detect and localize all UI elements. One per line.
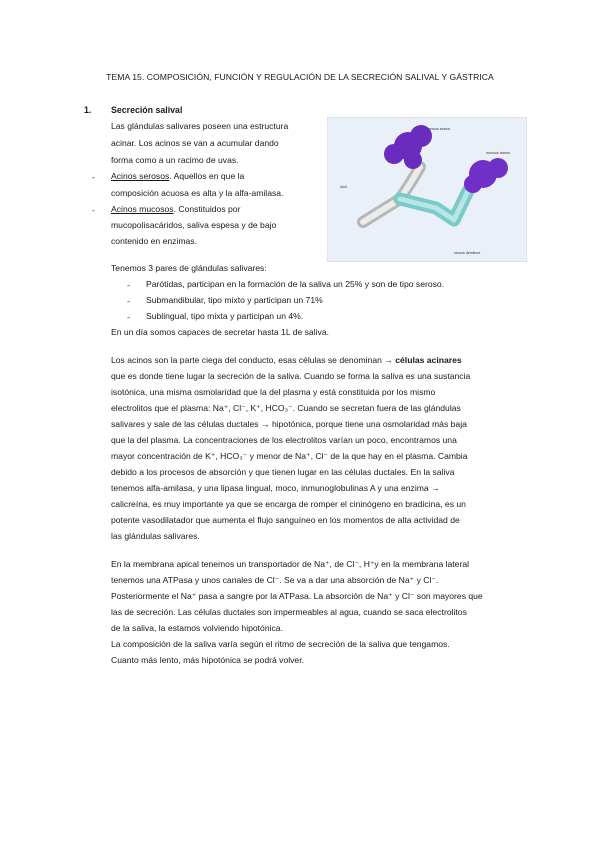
para1-line-5: salivares y sale de las células ductales → hipotónica, porque tiene una osmolaridad más baja [111, 419, 467, 429]
para1-line-11: potente vasodilatador que aumenta el flujo sanguíneo en los momentos de alta actividad de [111, 515, 460, 525]
para2-line-5: de la saliva, la estamos volviendo hipotónica. [111, 623, 283, 633]
bullet-dash: - [127, 280, 130, 290]
para1-line-8: debido a los procesos de absorción y que tienen lugar en las células ductales. En la saliva [111, 467, 455, 477]
acinos-serosos-line-2: composición acuosa es alta y la alfa-amilasa. [111, 188, 284, 198]
serous-demilune-cluster [464, 158, 508, 193]
serous-acinus-cluster [384, 125, 432, 169]
para2-line-1: En la membrana apical tenemos un transportador de Na⁺, de Cl⁻, H⁺y en la membrana lateral [111, 559, 470, 569]
glands-intro: Tenemos 3 pares de glándulas salivares: [111, 263, 267, 273]
acinos-serosos-line-1: Acinos serosos. Aquellos en que la [111, 171, 245, 181]
document-title: TEMA 15. COMPOSICIÓN, FUNCIÓN Y REGULACIÓN DE LA SECRECIÓN SALIVAL Y GÁSTRICA [106, 72, 494, 82]
para1-line-9: tenemos alfa-amilasa, y una lipasa lingual, moco, inmunoglobulinas A y una enzima → [111, 483, 440, 493]
para2-line-3: Posteriormente el Na⁺ pasa a sangre por la ATPasa. La absorción de Na⁺ y Cl⁻ son mayores que [111, 591, 483, 601]
para1-line-4: electrolitos que el plasma: Na⁺, Cl⁻, K⁺, HCO₃⁻. Cuando se secretan fuera de las glándulas [111, 403, 461, 413]
para1-line-6: que la del plasma. La concentraciones de los electrolitos varían un poco, encontramos una [111, 435, 457, 445]
para2-line-7: Cuanto más lento, más hipotónica se podrá volver. [111, 655, 304, 665]
bullet-dash: - [92, 172, 95, 182]
acinos-mucosos-line-3: contenido en enzimas. [111, 236, 197, 246]
celulas-acinares-term: células acinares [395, 355, 462, 365]
para1-line-2: que es donde tiene lugar la secreción de la saliva. Cuando se forma la saliva es una sustancia [111, 371, 471, 381]
label-serous-demilune: serous demilune [454, 251, 481, 255]
para2-line-2: tenemos una ATPasa y unos canales de Cl⁻. Se va a dar una absorción de Na⁺ y Cl⁻. [111, 575, 439, 585]
bullet-dash: - [127, 312, 130, 322]
label-mucous-acinus: mucous acinus [486, 151, 510, 155]
label-duct: duct [340, 185, 347, 189]
acinos-serosos-term: Acinos serosos [111, 171, 170, 181]
gland-item-parotidas: Parótidas, participan en la formación de la saliva un 25% y son de tipo seroso. [146, 279, 445, 289]
gland-item-submandibular: Submandibular, tipo mixto y participan un 71% [146, 295, 323, 305]
acinos-mucosos-term: Acinos mucosos [111, 204, 174, 214]
daily-saliva-line: En un día somos capaces de secretar hasta 1L de saliva. [111, 327, 329, 337]
label-serous-acinus: serous acinus [428, 127, 451, 131]
section-heading: Secreción salival [111, 105, 183, 115]
para2-line-4: las de secreción. Las células ductales son impermeables al agua, cuando se saca electrolitos [111, 607, 467, 617]
bullet-dash: - [127, 296, 130, 306]
intro-line-3: forma como a un racimo de uvas. [111, 155, 239, 165]
acinos-mucosos-line-2: mucopolisacáridos, saliva espesa y de bajo [111, 220, 277, 230]
gland-item-sublingual: Sublingual, tipo mixta y participan un 4%. [146, 311, 304, 321]
section-number: 1. [84, 105, 92, 115]
para2-line-6: La composición de la saliva varía según el ritmo de secreción de la saliva que tengamos. [111, 639, 450, 649]
para1-line-10: calicreína, es muy importante ya que se encarga de romper el cininógeno en bradicina, es un [111, 499, 466, 509]
acinos-mucosos-line-1: Acinos mucosos. Constituidos por [111, 204, 241, 214]
para1-line-7: mayor concentración de K⁺, HCO₃⁻ y menor de Na⁺, Cl⁻ de la que hay en el plasma. Cambia [111, 451, 468, 461]
para1-line-3: isotónica, una misma osmolaridad que la del plasma y está constituida por los mismo [111, 387, 436, 397]
bullet-dash: - [92, 205, 95, 215]
intro-line-1: Las glándulas salivares poseen una estructura [111, 121, 289, 131]
para1-line-1: Los acinos son la parte ciega del conducto, esas células se denominan → células acinares [111, 355, 462, 365]
para1-line-12: las glándulas salivares. [111, 531, 200, 541]
salivary-gland-figure [327, 117, 527, 262]
intro-line-2: acinar. Los acinos se van a acumular dando [111, 138, 279, 148]
salivary-gland-illustration [328, 118, 526, 261]
